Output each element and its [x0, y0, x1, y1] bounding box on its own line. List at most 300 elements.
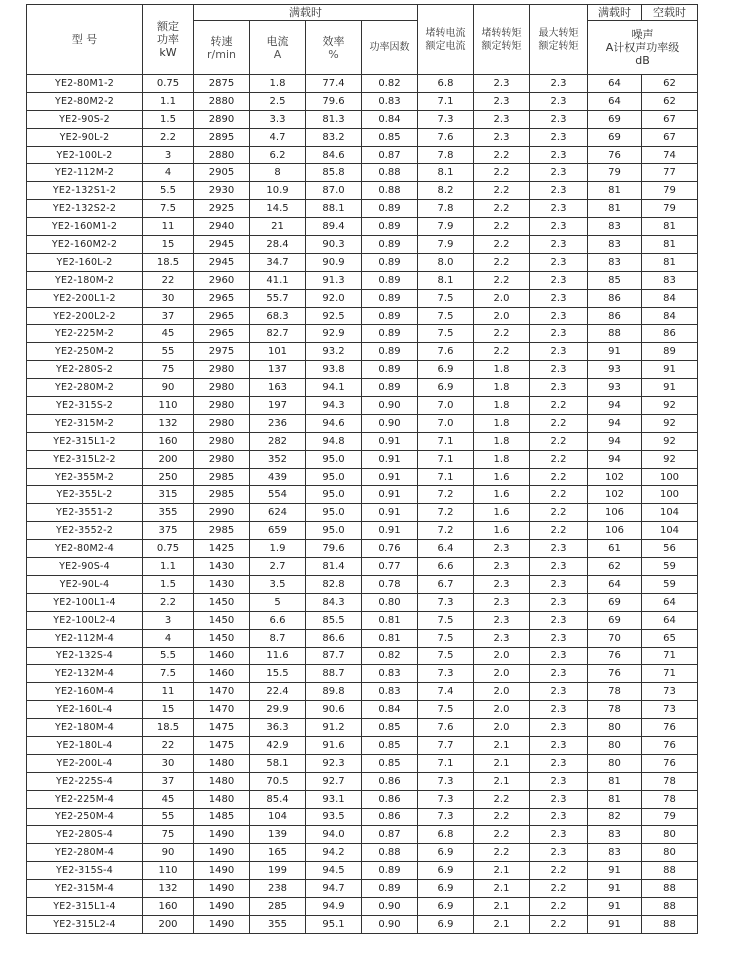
cell-noise-no-load: 80: [642, 844, 698, 862]
cell-current: 6.6: [250, 611, 306, 629]
cell-rated-power: 3: [143, 611, 194, 629]
cell-noise-full-load: 85: [588, 271, 642, 289]
cell-locked-current-ratio: 6.8: [418, 75, 474, 93]
motor-spec-table: [26, 4, 698, 934]
cell-speed: 1470: [194, 683, 250, 701]
cell-model: YE2-225S-4: [27, 772, 143, 790]
cell-efficiency: 88.7: [306, 665, 362, 683]
cell-noise-full-load: 80: [588, 736, 642, 754]
cell-locked-current-ratio: 6.9: [418, 361, 474, 379]
cell-max-torque-ratio: 2.3: [530, 361, 588, 379]
cell-noise-no-load: 89: [642, 343, 698, 361]
cell-power-factor: 0.82: [362, 75, 418, 93]
cell-rated-power: 2.2: [143, 128, 194, 146]
table-row: [27, 128, 698, 146]
cell-locked-current-ratio: 7.2: [418, 522, 474, 540]
header-noise-no-load: 空载时: [642, 5, 698, 21]
cell-model: YE2-225M-4: [27, 790, 143, 808]
table-row: [27, 504, 698, 522]
cell-power-factor: 0.77: [362, 558, 418, 576]
cell-noise-no-load: 79: [642, 182, 698, 200]
cell-speed: 2980: [194, 361, 250, 379]
table-row: [27, 647, 698, 665]
header-locked-current-ratio: 堵转电流 额定电流: [418, 5, 474, 75]
cell-max-torque-ratio: 2.3: [530, 128, 588, 146]
cell-speed: 1490: [194, 826, 250, 844]
cell-locked-torque-ratio: 2.3: [474, 629, 530, 647]
cell-efficiency: 92.9: [306, 325, 362, 343]
cell-model: YE2-280S-2: [27, 361, 143, 379]
cell-max-torque-ratio: 2.3: [530, 558, 588, 576]
cell-power-factor: 0.88: [362, 844, 418, 862]
cell-locked-torque-ratio: 2.2: [474, 790, 530, 808]
cell-efficiency: 90.3: [306, 236, 362, 254]
table-row: [27, 897, 698, 915]
cell-max-torque-ratio: 2.3: [530, 844, 588, 862]
cell-efficiency: 94.2: [306, 844, 362, 862]
cell-locked-torque-ratio: 1.6: [474, 468, 530, 486]
cell-efficiency: 94.8: [306, 432, 362, 450]
cell-current: 8: [250, 164, 306, 182]
table-row: [27, 271, 698, 289]
cell-current: 282: [250, 432, 306, 450]
cell-efficiency: 87.0: [306, 182, 362, 200]
cell-max-torque-ratio: 2.2: [530, 432, 588, 450]
cell-locked-torque-ratio: 2.0: [474, 665, 530, 683]
cell-efficiency: 90.9: [306, 253, 362, 271]
cell-model: YE2-90S-2: [27, 110, 143, 128]
cell-locked-current-ratio: 8.1: [418, 271, 474, 289]
cell-noise-no-load: 88: [642, 862, 698, 880]
cell-locked-current-ratio: 7.5: [418, 629, 474, 647]
cell-locked-torque-ratio: 2.2: [474, 844, 530, 862]
cell-power-factor: 0.84: [362, 701, 418, 719]
cell-noise-full-load: 86: [588, 289, 642, 307]
cell-locked-torque-ratio: 1.8: [474, 414, 530, 432]
cell-noise-full-load: 91: [588, 343, 642, 361]
cell-max-torque-ratio: 2.3: [530, 218, 588, 236]
cell-current: 82.7: [250, 325, 306, 343]
cell-locked-torque-ratio: 2.1: [474, 862, 530, 880]
cell-rated-power: 2.2: [143, 593, 194, 611]
cell-power-factor: 0.85: [362, 719, 418, 737]
cell-max-torque-ratio: 2.3: [530, 575, 588, 593]
cell-locked-current-ratio: 7.3: [418, 110, 474, 128]
cell-speed: 2890: [194, 110, 250, 128]
cell-speed: 1460: [194, 665, 250, 683]
cell-locked-current-ratio: 7.3: [418, 665, 474, 683]
table-row: [27, 182, 698, 200]
cell-max-torque-ratio: 2.2: [530, 915, 588, 933]
cell-noise-no-load: 76: [642, 754, 698, 772]
cell-locked-torque-ratio: 2.2: [474, 325, 530, 343]
cell-noise-no-load: 79: [642, 200, 698, 218]
cell-locked-torque-ratio: 2.2: [474, 182, 530, 200]
cell-noise-full-load: 91: [588, 897, 642, 915]
cell-current: 85.4: [250, 790, 306, 808]
table-row: [27, 253, 698, 271]
cell-max-torque-ratio: 2.3: [530, 665, 588, 683]
cell-efficiency: 93.1: [306, 790, 362, 808]
cell-speed: 1485: [194, 808, 250, 826]
cell-power-factor: 0.87: [362, 826, 418, 844]
cell-power-factor: 0.83: [362, 683, 418, 701]
table-row: [27, 808, 698, 826]
cell-locked-current-ratio: 6.6: [418, 558, 474, 576]
cell-locked-torque-ratio: 2.2: [474, 164, 530, 182]
cell-speed: 2975: [194, 343, 250, 361]
cell-power-factor: 0.91: [362, 468, 418, 486]
cell-noise-no-load: 76: [642, 719, 698, 737]
cell-noise-no-load: 88: [642, 880, 698, 898]
cell-max-torque-ratio: 2.3: [530, 540, 588, 558]
cell-speed: 2930: [194, 182, 250, 200]
cell-max-torque-ratio: 2.2: [530, 468, 588, 486]
cell-speed: 1450: [194, 593, 250, 611]
cell-max-torque-ratio: 2.3: [530, 164, 588, 182]
cell-efficiency: 84.6: [306, 146, 362, 164]
cell-noise-full-load: 64: [588, 92, 642, 110]
cell-locked-current-ratio: 6.9: [418, 880, 474, 898]
cell-locked-torque-ratio: 1.6: [474, 522, 530, 540]
cell-noise-no-load: 92: [642, 397, 698, 415]
cell-locked-torque-ratio: 2.0: [474, 289, 530, 307]
cell-locked-torque-ratio: 2.0: [474, 719, 530, 737]
cell-current: 2.5: [250, 92, 306, 110]
cell-efficiency: 86.6: [306, 629, 362, 647]
cell-noise-no-load: 100: [642, 468, 698, 486]
cell-locked-torque-ratio: 2.3: [474, 75, 530, 93]
cell-noise-no-load: 67: [642, 110, 698, 128]
cell-speed: 2875: [194, 75, 250, 93]
cell-locked-current-ratio: 7.5: [418, 701, 474, 719]
cell-locked-torque-ratio: 2.2: [474, 253, 530, 271]
cell-efficiency: 87.7: [306, 647, 362, 665]
cell-current: 34.7: [250, 253, 306, 271]
cell-efficiency: 92.5: [306, 307, 362, 325]
table-row: [27, 915, 698, 933]
cell-efficiency: 89.4: [306, 218, 362, 236]
cell-locked-current-ratio: 7.5: [418, 325, 474, 343]
cell-efficiency: 95.0: [306, 486, 362, 504]
cell-power-factor: 0.78: [362, 575, 418, 593]
cell-max-torque-ratio: 2.3: [530, 808, 588, 826]
cell-efficiency: 82.8: [306, 575, 362, 593]
cell-max-torque-ratio: 2.2: [530, 486, 588, 504]
cell-model: YE2-160L-4: [27, 701, 143, 719]
cell-current: 285: [250, 897, 306, 915]
cell-efficiency: 83.2: [306, 128, 362, 146]
cell-locked-current-ratio: 7.3: [418, 790, 474, 808]
cell-rated-power: 18.5: [143, 719, 194, 737]
cell-model: YE2-200L-4: [27, 754, 143, 772]
table-row: [27, 343, 698, 361]
cell-speed: 1490: [194, 880, 250, 898]
cell-rated-power: 11: [143, 218, 194, 236]
cell-model: YE2-200L1-2: [27, 289, 143, 307]
cell-speed: 2965: [194, 307, 250, 325]
cell-efficiency: 94.3: [306, 397, 362, 415]
table-row: [27, 826, 698, 844]
cell-noise-full-load: 69: [588, 110, 642, 128]
cell-speed: 2945: [194, 236, 250, 254]
cell-power-factor: 0.89: [362, 880, 418, 898]
cell-noise-no-load: 88: [642, 915, 698, 933]
cell-locked-current-ratio: 6.8: [418, 826, 474, 844]
cell-current: 554: [250, 486, 306, 504]
cell-speed: 1480: [194, 790, 250, 808]
table-row: [27, 575, 698, 593]
cell-max-torque-ratio: 2.2: [530, 880, 588, 898]
cell-current: 8.7: [250, 629, 306, 647]
cell-max-torque-ratio: 2.3: [530, 629, 588, 647]
header-noise: 噪声 A计权声功率级 dB: [588, 21, 698, 75]
cell-speed: 2965: [194, 289, 250, 307]
cell-power-factor: 0.76: [362, 540, 418, 558]
table-row: [27, 772, 698, 790]
table-row: [27, 719, 698, 737]
cell-efficiency: 91.2: [306, 719, 362, 737]
cell-model: YE2-315S-2: [27, 397, 143, 415]
cell-locked-current-ratio: 7.1: [418, 468, 474, 486]
cell-max-torque-ratio: 2.3: [530, 289, 588, 307]
cell-efficiency: 79.6: [306, 92, 362, 110]
cell-speed: 2965: [194, 325, 250, 343]
cell-model: YE2-315M-4: [27, 880, 143, 898]
cell-noise-no-load: 78: [642, 790, 698, 808]
cell-current: 28.4: [250, 236, 306, 254]
cell-model: YE2-90L-4: [27, 575, 143, 593]
cell-power-factor: 0.89: [362, 271, 418, 289]
cell-max-torque-ratio: 2.3: [530, 719, 588, 737]
cell-noise-full-load: 82: [588, 808, 642, 826]
table-row: [27, 683, 698, 701]
cell-speed: 2990: [194, 504, 250, 522]
table-row: [27, 486, 698, 504]
cell-locked-torque-ratio: 1.8: [474, 450, 530, 468]
cell-locked-torque-ratio: 1.8: [474, 379, 530, 397]
cell-noise-no-load: 64: [642, 593, 698, 611]
cell-noise-full-load: 86: [588, 307, 642, 325]
cell-speed: 2925: [194, 200, 250, 218]
cell-current: 41.1: [250, 271, 306, 289]
cell-locked-torque-ratio: 2.3: [474, 92, 530, 110]
cell-noise-full-load: 70: [588, 629, 642, 647]
cell-current: 36.3: [250, 719, 306, 737]
cell-locked-current-ratio: 7.3: [418, 808, 474, 826]
table-row: [27, 75, 698, 93]
cell-max-torque-ratio: 2.3: [530, 253, 588, 271]
cell-speed: 2980: [194, 379, 250, 397]
cell-max-torque-ratio: 2.3: [530, 75, 588, 93]
cell-current: 101: [250, 343, 306, 361]
cell-noise-full-load: 106: [588, 522, 642, 540]
cell-model: YE2-315L2-2: [27, 450, 143, 468]
cell-noise-full-load: 78: [588, 683, 642, 701]
cell-rated-power: 160: [143, 897, 194, 915]
table-row: [27, 432, 698, 450]
cell-efficiency: 93.8: [306, 361, 362, 379]
cell-noise-full-load: 78: [588, 701, 642, 719]
cell-max-torque-ratio: 2.3: [530, 701, 588, 719]
cell-power-factor: 0.88: [362, 164, 418, 182]
cell-noise-no-load: 104: [642, 504, 698, 522]
cell-model: YE2-180M-2: [27, 271, 143, 289]
cell-current: 139: [250, 826, 306, 844]
cell-power-factor: 0.91: [362, 522, 418, 540]
cell-noise-no-load: 81: [642, 253, 698, 271]
cell-max-torque-ratio: 2.3: [530, 593, 588, 611]
cell-speed: 2960: [194, 271, 250, 289]
table-row: [27, 236, 698, 254]
cell-rated-power: 75: [143, 826, 194, 844]
cell-locked-torque-ratio: 1.8: [474, 361, 530, 379]
cell-efficiency: 93.5: [306, 808, 362, 826]
cell-current: 68.3: [250, 307, 306, 325]
table-row: [27, 361, 698, 379]
cell-locked-torque-ratio: 2.3: [474, 575, 530, 593]
cell-rated-power: 110: [143, 397, 194, 415]
cell-noise-no-load: 84: [642, 289, 698, 307]
cell-noise-full-load: 94: [588, 397, 642, 415]
cell-noise-full-load: 91: [588, 915, 642, 933]
cell-efficiency: 79.6: [306, 540, 362, 558]
cell-rated-power: 30: [143, 754, 194, 772]
cell-speed: 2895: [194, 128, 250, 146]
cell-locked-torque-ratio: 2.3: [474, 611, 530, 629]
cell-current: 55.7: [250, 289, 306, 307]
cell-locked-torque-ratio: 2.1: [474, 897, 530, 915]
cell-noise-no-load: 100: [642, 486, 698, 504]
cell-max-torque-ratio: 2.3: [530, 110, 588, 128]
cell-max-torque-ratio: 2.2: [530, 450, 588, 468]
cell-speed: 1430: [194, 575, 250, 593]
cell-noise-full-load: 81: [588, 790, 642, 808]
cell-current: 29.9: [250, 701, 306, 719]
cell-current: 352: [250, 450, 306, 468]
cell-max-torque-ratio: 2.3: [530, 271, 588, 289]
cell-current: 236: [250, 414, 306, 432]
cell-power-factor: 0.81: [362, 629, 418, 647]
cell-power-factor: 0.89: [362, 379, 418, 397]
cell-current: 58.1: [250, 754, 306, 772]
cell-efficiency: 90.6: [306, 701, 362, 719]
header-model: 型 号: [27, 5, 143, 75]
cell-locked-current-ratio: 6.9: [418, 915, 474, 933]
cell-model: YE2-315L2-4: [27, 915, 143, 933]
cell-noise-full-load: 80: [588, 719, 642, 737]
cell-locked-current-ratio: 7.1: [418, 432, 474, 450]
cell-model: YE2-225M-2: [27, 325, 143, 343]
cell-noise-no-load: 78: [642, 772, 698, 790]
cell-locked-current-ratio: 7.1: [418, 450, 474, 468]
table-row: [27, 862, 698, 880]
cell-locked-torque-ratio: 2.3: [474, 593, 530, 611]
header-speed: 转速 r/min: [194, 21, 250, 75]
cell-max-torque-ratio: 2.3: [530, 92, 588, 110]
cell-rated-power: 30: [143, 289, 194, 307]
cell-locked-current-ratio: 7.9: [418, 236, 474, 254]
cell-locked-current-ratio: 6.9: [418, 897, 474, 915]
cell-model: YE2-250M-2: [27, 343, 143, 361]
cell-rated-power: 55: [143, 808, 194, 826]
cell-speed: 2940: [194, 218, 250, 236]
cell-locked-torque-ratio: 2.0: [474, 307, 530, 325]
cell-efficiency: 94.9: [306, 897, 362, 915]
cell-noise-no-load: 71: [642, 665, 698, 683]
cell-noise-no-load: 91: [642, 361, 698, 379]
cell-power-factor: 0.91: [362, 486, 418, 504]
cell-max-torque-ratio: 2.2: [530, 862, 588, 880]
cell-rated-power: 45: [143, 790, 194, 808]
cell-model: YE2-132S2-2: [27, 200, 143, 218]
cell-speed: 2980: [194, 450, 250, 468]
cell-noise-full-load: 93: [588, 379, 642, 397]
table-row: [27, 540, 698, 558]
cell-speed: 2985: [194, 468, 250, 486]
cell-speed: 2880: [194, 146, 250, 164]
cell-max-torque-ratio: 2.3: [530, 736, 588, 754]
cell-locked-current-ratio: 6.9: [418, 379, 474, 397]
cell-locked-current-ratio: 7.2: [418, 504, 474, 522]
table-row: [27, 218, 698, 236]
cell-speed: 1490: [194, 862, 250, 880]
cell-noise-full-load: 102: [588, 486, 642, 504]
cell-noise-full-load: 83: [588, 253, 642, 271]
cell-speed: 1470: [194, 701, 250, 719]
cell-model: YE2-160M2-2: [27, 236, 143, 254]
table-row: [27, 593, 698, 611]
cell-current: 14.5: [250, 200, 306, 218]
cell-model: YE2-315L1-2: [27, 432, 143, 450]
cell-noise-full-load: 83: [588, 218, 642, 236]
cell-power-factor: 0.88: [362, 182, 418, 200]
cell-current: 4.7: [250, 128, 306, 146]
cell-current: 163: [250, 379, 306, 397]
cell-noise-no-load: 62: [642, 92, 698, 110]
cell-speed: 1475: [194, 719, 250, 737]
cell-current: 1.8: [250, 75, 306, 93]
cell-model: YE2-90L-2: [27, 128, 143, 146]
cell-current: 22.4: [250, 683, 306, 701]
cell-rated-power: 37: [143, 307, 194, 325]
cell-rated-power: 5.5: [143, 182, 194, 200]
cell-locked-torque-ratio: 2.3: [474, 110, 530, 128]
cell-model: YE2-250M-4: [27, 808, 143, 826]
cell-rated-power: 22: [143, 736, 194, 754]
cell-noise-no-load: 56: [642, 540, 698, 558]
cell-model: YE2-160M1-2: [27, 218, 143, 236]
cell-locked-torque-ratio: 2.0: [474, 647, 530, 665]
cell-rated-power: 355: [143, 504, 194, 522]
cell-locked-torque-ratio: 2.0: [474, 683, 530, 701]
cell-locked-torque-ratio: 2.2: [474, 218, 530, 236]
cell-rated-power: 15: [143, 701, 194, 719]
header-power-factor: 功率因数: [362, 21, 418, 75]
cell-locked-torque-ratio: 2.2: [474, 808, 530, 826]
header-noise-full-load: 满载时: [588, 5, 642, 21]
cell-model: YE2-315S-4: [27, 862, 143, 880]
cell-power-factor: 0.85: [362, 736, 418, 754]
cell-power-factor: 0.90: [362, 397, 418, 415]
cell-power-factor: 0.89: [362, 200, 418, 218]
cell-locked-current-ratio: 6.4: [418, 540, 474, 558]
cell-speed: 1490: [194, 897, 250, 915]
cell-efficiency: 95.0: [306, 450, 362, 468]
cell-model: YE2-180M-4: [27, 719, 143, 737]
table-row: [27, 790, 698, 808]
header-efficiency: 效率 %: [306, 21, 362, 75]
